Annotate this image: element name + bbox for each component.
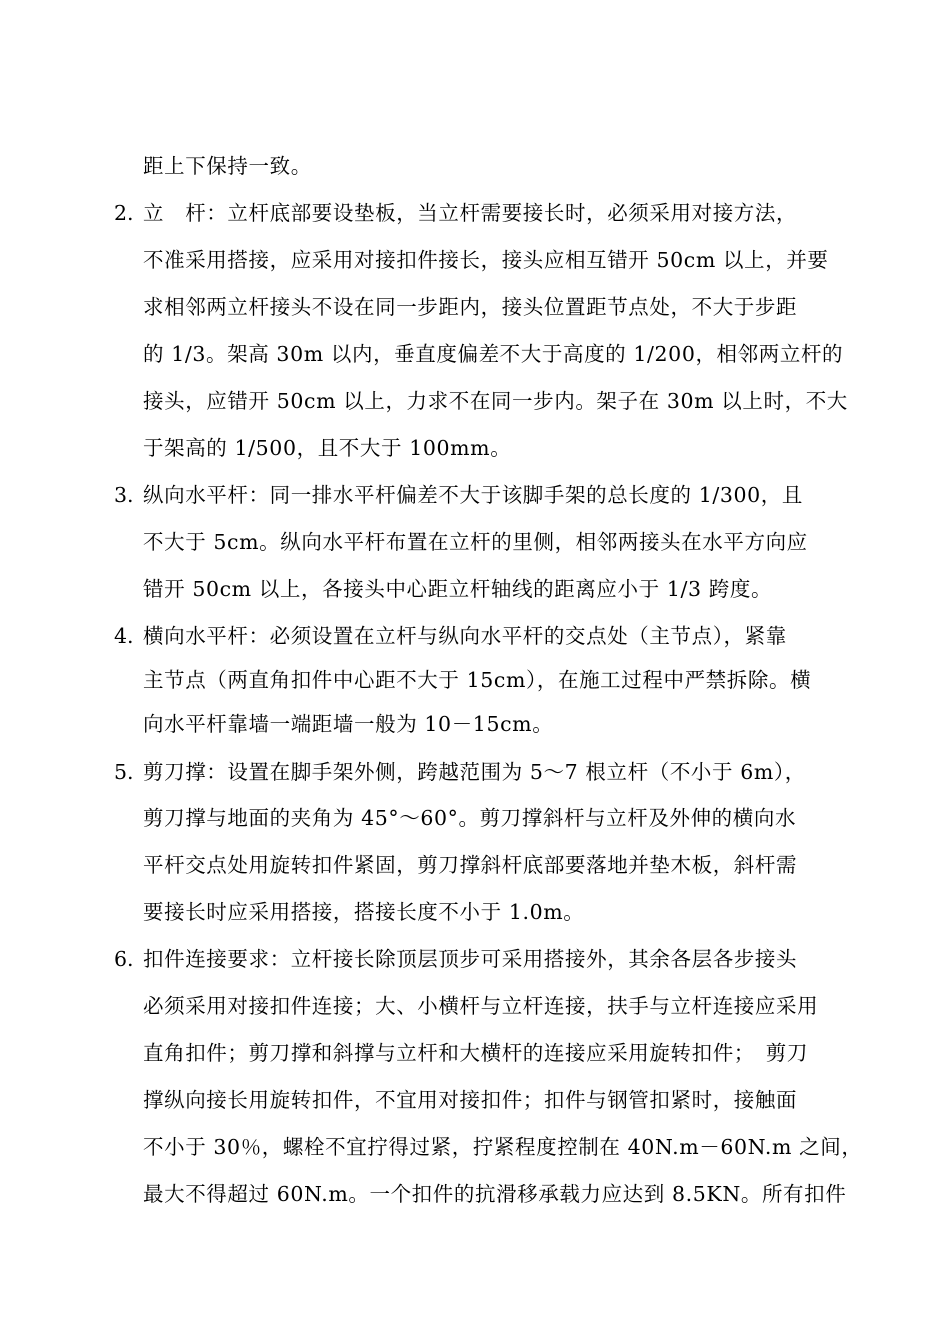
item-line: 扣件连接要求：立杆接长除顶层顶步可采用搭接外，其余各层各步接头	[143, 947, 798, 971]
item-line: 于架高的 1/500，且不大于 100mm。	[143, 436, 512, 460]
item-line: 直角扣件；剪刀撑和斜撑与立杆和大横杆的连接应采用旋转扣件； 剪刀	[143, 1041, 808, 1065]
item-number: 5.	[114, 760, 134, 784]
item-line: 向水平杆靠墙一端距墙一般为 10－15cm。	[143, 712, 554, 736]
item-line: 接头，应错开 50cm 以上，力求不在同一步内。架子在 30m 以上时，不大	[143, 389, 848, 413]
item-line: 平杆交点处用旋转扣件紧固，剪刀撑斜杆底部要落地并垫木板，斜杆需	[143, 853, 798, 877]
paragraph-continuation: 距上下保持一致。	[143, 154, 312, 178]
item-line: 立 杆：立杆底部要设垫板，当立杆需要接长时，必须采用对接方法，	[143, 201, 798, 225]
item-number: 3.	[114, 483, 134, 507]
item-line: 撑纵向接长用旋转扣件，不宜用对接扣件；扣件与钢管扣紧时，接触面	[143, 1088, 798, 1112]
item-number: 6.	[114, 947, 134, 971]
item-line: 不小于 30％，螺栓不宜拧得过紧，拧紧程度控制在 40N.m－60N.m 之间，	[143, 1135, 863, 1159]
item-line: 剪刀撑与地面的夹角为 45°～60°。剪刀撑斜杆与立杆及外伸的横向水	[143, 806, 797, 830]
item-line: 的 1/3。架高 30m 以内，垂直度偏差不大于高度的 1/200，相邻两立杆的	[143, 342, 844, 366]
item-line: 不准采用搭接，应采用对接扣件接长，接头应相互错开 50cm 以上，并要	[143, 248, 829, 272]
item-line: 必须采用对接扣件连接；大、小横杆与立杆连接，扶手与立杆连接应采用	[143, 994, 819, 1018]
item-line: 要接长时应采用搭接，搭接长度不小于 1.0m。	[143, 900, 585, 924]
item-line: 求相邻两立杆接头不设在同一步距内，接头位置距节点处，不大于步距	[143, 295, 798, 319]
item-number: 4.	[114, 624, 134, 648]
item-line: 不大于 5cm。纵向水平杆布置在立杆的里侧，相邻两接头在水平方向应	[143, 530, 808, 554]
item-line: 纵向水平杆：同一排水平杆偏差不大于该脚手架的总长度的 1/300，且	[143, 483, 803, 507]
item-line: 错开 50cm 以上，各接头中心距立杆轴线的距离应小于 1/3 跨度。	[143, 577, 773, 601]
item-line: 主节点（两直角扣件中心距不大于 15cm），在施工过程中严禁拆除。横	[143, 668, 812, 692]
item-line: 剪刀撑：设置在脚手架外侧，跨越范围为 5～7 根立杆（不小于 6m），	[143, 760, 806, 784]
item-line: 横向水平杆：必须设置在立杆与纵向水平杆的交点处（主节点），紧靠	[143, 624, 787, 648]
item-number: 2.	[114, 201, 134, 225]
item-line: 最大不得超过 60N.m。一个扣件的抗滑移承载力应达到 8.5KN。所有扣件	[143, 1182, 847, 1206]
